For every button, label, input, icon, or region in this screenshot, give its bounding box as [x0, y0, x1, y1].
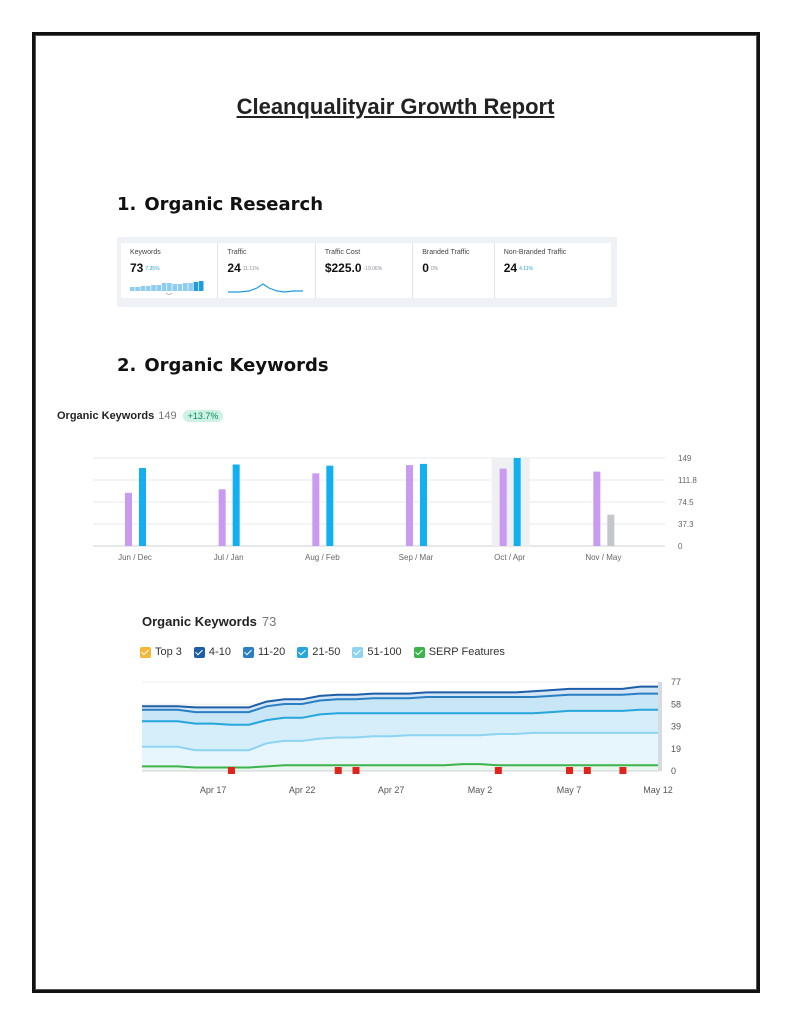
legend-item-51-100[interactable]	[352, 646, 401, 658]
section-heading-organic-research	[117, 194, 323, 215]
checkbox-icon[interactable]	[140, 647, 151, 658]
chart-title: Organic Keywords	[57, 410, 155, 422]
area-chart-legend	[140, 646, 517, 658]
flag-icon	[353, 767, 360, 774]
mini-bar	[151, 285, 156, 291]
checkbox-icon[interactable]	[194, 647, 205, 658]
y-tick-label: 74.5	[678, 498, 694, 507]
flag-icon	[619, 767, 626, 774]
flag-icon	[335, 767, 342, 774]
bar-series-1	[219, 489, 226, 546]
organic-keywords-bar-header	[57, 410, 223, 422]
checkbox-icon[interactable]	[243, 647, 254, 658]
metric-value: 24	[503, 261, 518, 275]
y-tick-label: 0	[671, 766, 677, 776]
metric-keywords[interactable]	[121, 243, 218, 298]
chart-title: Organic Keywords	[142, 614, 257, 629]
mini-bar	[135, 287, 140, 291]
organic-keywords-area-chart	[0, 672, 791, 802]
checkbox-icon[interactable]	[297, 647, 308, 658]
x-tick-label: Apr 17	[199, 785, 227, 795]
legend-label: 4-10	[208, 646, 231, 658]
traffic-sparkline	[227, 281, 307, 295]
metric-change: 0%	[430, 265, 439, 272]
organic-keywords-area-header	[142, 614, 276, 629]
mini-bar	[194, 282, 199, 291]
bar-series-1	[312, 473, 319, 546]
checkbox-icon[interactable]	[414, 647, 425, 658]
keyword-count: 149	[158, 410, 177, 422]
bar-series-2	[326, 466, 333, 546]
metric-value: 0	[422, 261, 429, 275]
bar-series-2	[139, 468, 146, 546]
metric-traffic[interactable]	[218, 243, 315, 298]
legend-item-serp-features[interactable]	[414, 646, 505, 658]
y-tick-label: 111.8	[678, 476, 697, 485]
mini-bar	[162, 283, 167, 291]
mini-bar	[178, 284, 183, 291]
legend-item-21-50[interactable]	[297, 646, 340, 658]
section-title: Organic Research	[144, 194, 324, 215]
x-tick-label: Sep / Mar	[398, 553, 434, 562]
bar-series-2	[514, 458, 521, 546]
legend-label: 11-20	[257, 646, 286, 658]
change-badge: +13.7%	[183, 410, 224, 422]
x-tick-label: Apr 27	[377, 785, 405, 795]
current-range-marker	[658, 682, 662, 771]
organic-keywords-bar-chart	[0, 444, 791, 584]
x-tick-label: May 7	[556, 785, 582, 795]
x-tick-label: Apr 22	[288, 785, 316, 795]
legend-label: 51-100	[367, 646, 402, 658]
metric-change: 4.11%	[519, 265, 533, 272]
section-number: 1.	[117, 194, 137, 215]
x-tick-label: Jun / Dec	[118, 553, 152, 562]
mini-bar	[141, 286, 146, 291]
mini-bar	[167, 283, 172, 291]
legend-item-top3[interactable]	[140, 646, 182, 658]
metric-label: Keywords	[130, 249, 161, 256]
section-title: Organic Keywords	[144, 355, 329, 376]
flag-icon	[566, 767, 573, 774]
metric-traffic-cost[interactable]	[316, 243, 413, 298]
y-tick-label: 39	[671, 721, 682, 732]
legend-item-4-10[interactable]	[194, 646, 231, 658]
x-tick-label: May 2	[467, 785, 493, 795]
bar-series-1	[593, 472, 600, 546]
legend-label: 21-50	[312, 646, 341, 658]
flag-icon	[228, 767, 235, 774]
metric-branded-traffic[interactable]	[413, 243, 495, 298]
bar-series-2	[420, 464, 427, 546]
flag-icon	[584, 767, 591, 774]
y-tick-label: 37.3	[678, 520, 694, 529]
mini-bar	[199, 281, 204, 291]
mini-bar	[157, 285, 162, 291]
mini-bar	[130, 287, 135, 291]
section-number: 2.	[117, 355, 137, 376]
metric-value: 24	[227, 261, 241, 275]
metric-change: 7.35%	[145, 265, 160, 272]
metric-label: Traffic	[227, 249, 247, 256]
metric-value: 73	[130, 261, 144, 275]
mini-bar	[146, 286, 151, 291]
mini-bar	[183, 283, 188, 291]
bar-series-1	[406, 465, 413, 546]
mini-bar	[188, 283, 193, 291]
bar-series-1	[125, 493, 132, 546]
mini-bar	[172, 284, 177, 291]
x-tick-label: Aug / Feb	[304, 553, 340, 562]
bar-series-2	[233, 464, 240, 546]
metric-label: Branded Traffic	[422, 249, 470, 256]
x-tick-label: May 12	[643, 785, 673, 795]
metric-label: Non-Branded Traffic	[503, 249, 567, 256]
organic-research-metrics	[117, 237, 617, 307]
metric-label: Traffic Cost	[324, 249, 361, 256]
y-tick-label: 0	[678, 542, 683, 551]
section-heading-organic-keywords	[117, 355, 329, 376]
x-tick-label: Oct / Apr	[494, 553, 526, 562]
checkbox-icon[interactable]	[352, 647, 363, 658]
metric-change: -19.06%	[363, 265, 383, 272]
bar-series-2	[607, 515, 614, 546]
y-tick-label: 58	[671, 699, 682, 710]
y-tick-label: 77	[671, 677, 682, 687]
x-tick-label: Jul / Jan	[213, 553, 244, 562]
keywords-mini-bars	[130, 277, 210, 295]
legend-label: SERP Features	[428, 646, 505, 658]
x-tick-label: Nov / May	[585, 553, 622, 562]
report-title: Cleanqualityair Growth Report	[236, 94, 555, 119]
y-tick-label: 19	[671, 743, 682, 754]
legend-label: Top 3	[155, 646, 182, 658]
metric-non-branded-traffic[interactable]	[495, 243, 611, 298]
keyword-count: 73	[261, 614, 277, 629]
metric-change: 11.11%	[242, 265, 259, 272]
bar-series-1	[500, 469, 507, 546]
y-tick-label: 149	[678, 454, 692, 463]
legend-item-11-20[interactable]	[243, 646, 285, 658]
metric-value: $225.0	[324, 261, 362, 275]
flag-icon	[495, 767, 502, 774]
highlight-band	[492, 458, 530, 546]
